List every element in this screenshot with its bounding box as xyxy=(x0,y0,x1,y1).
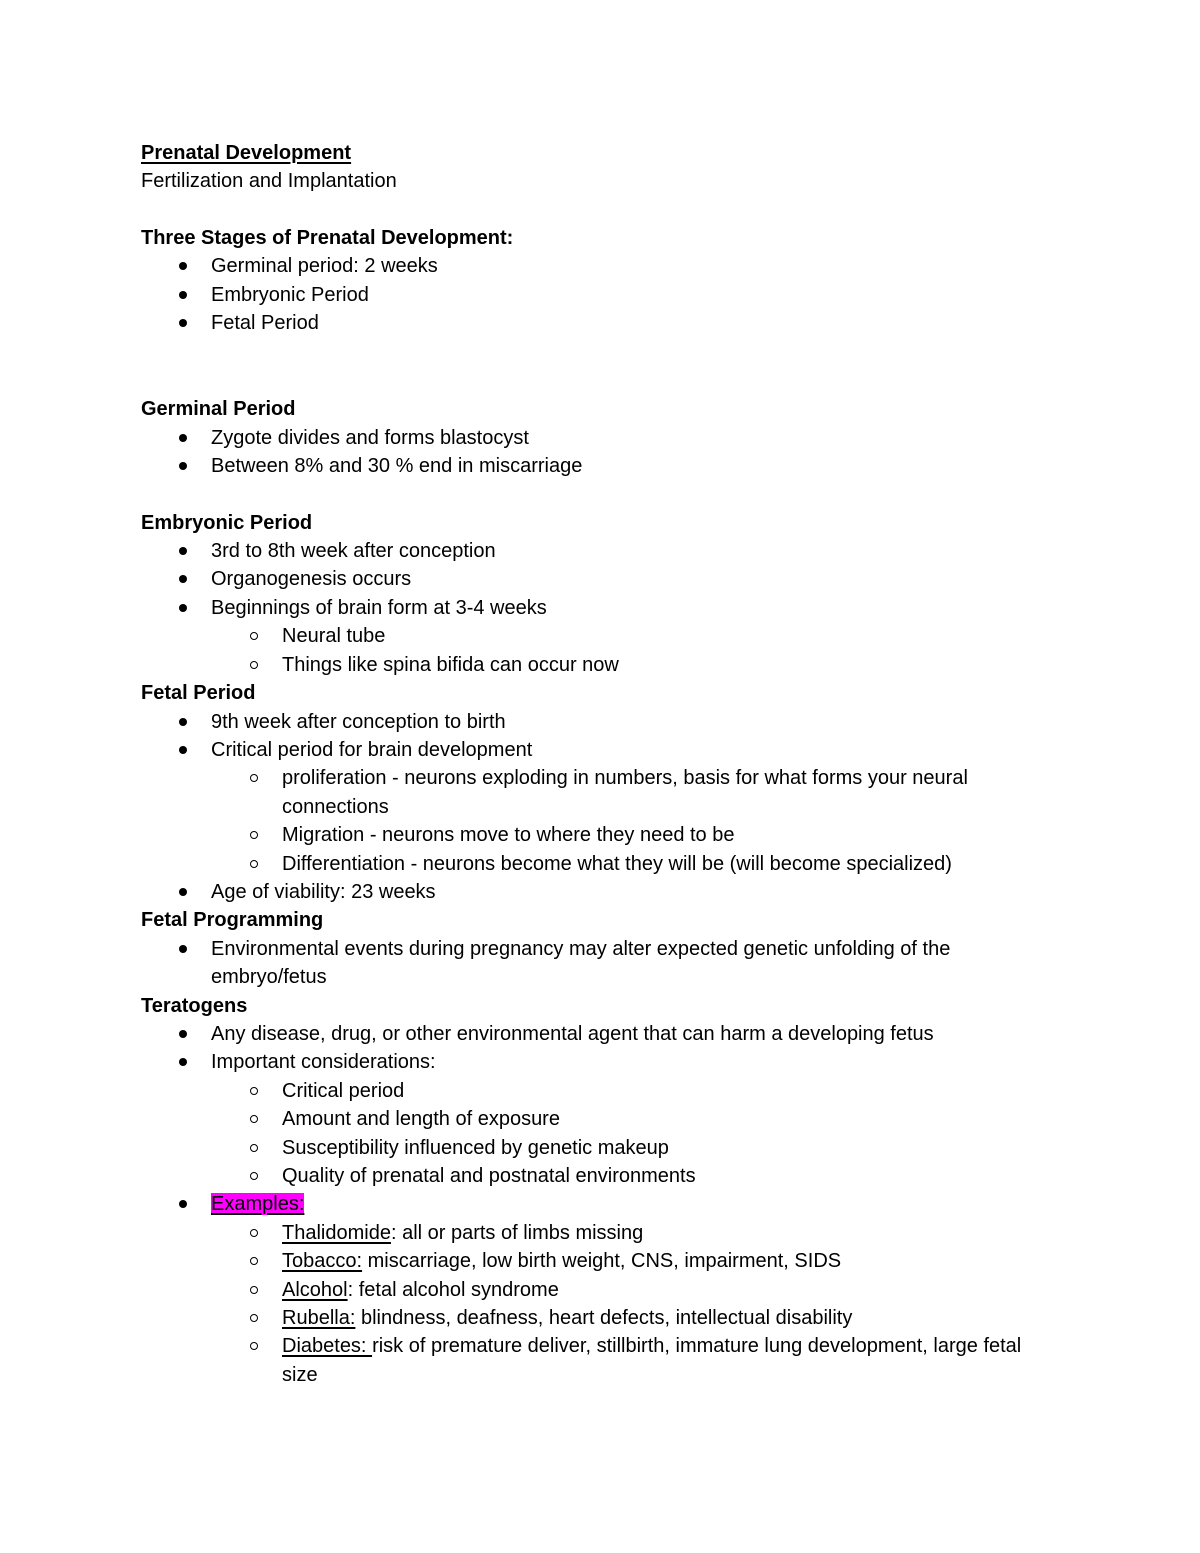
example-desc: miscarriage, low birth weight, CNS, impairment, SIDS xyxy=(362,1250,842,1273)
teratogens-list xyxy=(141,1020,1061,1389)
sub-list-item: Migration - neurons move to where they need to be xyxy=(141,821,1061,849)
list-item: Important considerations: xyxy=(141,1048,1061,1076)
fetal-heading: Fetal Period xyxy=(141,682,256,705)
sub-list-item: Amount and length of exposure xyxy=(141,1105,1061,1133)
teratogens-heading: Teratogens xyxy=(141,994,248,1017)
list-item: Fetal Period xyxy=(141,309,1061,337)
example-desc: : fetal alcohol syndrome xyxy=(347,1278,559,1301)
list-item: 3rd to 8th week after conception xyxy=(141,537,1061,565)
document-title: Prenatal Development xyxy=(141,142,352,164)
embryonic-heading: Embryonic Period xyxy=(141,511,313,534)
list-item xyxy=(141,1190,1061,1218)
example-item xyxy=(141,1247,1061,1275)
embryonic-list xyxy=(141,537,1061,679)
list-item: Embryonic Period xyxy=(141,281,1061,309)
example-term: Tobacco: xyxy=(282,1250,363,1273)
document-page xyxy=(141,139,1061,1389)
list-item: Critical period for brain development xyxy=(141,736,1061,764)
sub-list-item: Critical period xyxy=(141,1077,1061,1105)
list-item: Germinal period: 2 weeks xyxy=(141,252,1061,280)
fetal-list xyxy=(141,708,1061,907)
list-item: Age of viability: 23 weeks xyxy=(141,878,1061,906)
list-item: Environmental events during pregnancy may alter expected genetic unfolding of the embryo/fetus xyxy=(141,935,1061,992)
list-item: Beginnings of brain form at 3-4 weeks xyxy=(141,594,1061,622)
document-subtitle: Fertilization and Implantation xyxy=(141,170,397,193)
germinal-list xyxy=(141,424,1061,481)
stages-list xyxy=(141,252,1061,337)
sub-list-item: Differentiation - neurons become what they will be (will become specialized) xyxy=(141,850,1061,878)
examples-label: Examples: xyxy=(211,1193,305,1216)
list-item: Zygote divides and forms blastocyst xyxy=(141,424,1061,452)
germinal-heading: Germinal Period xyxy=(141,398,296,421)
stages-heading: Three Stages of Prenatal Development: xyxy=(141,226,514,249)
example-term: Diabetes: xyxy=(282,1335,373,1358)
example-term: Thalidomide xyxy=(282,1221,391,1244)
sub-list-item: Quality of prenatal and postnatal environments xyxy=(141,1162,1061,1190)
sub-list-item: Neural tube xyxy=(141,622,1061,650)
example-term: Rubella: xyxy=(282,1307,356,1330)
example-desc: blindness, deafness, heart defects, intellectual disability xyxy=(355,1307,853,1330)
sub-list-item: Susceptibility influenced by genetic makeup xyxy=(141,1134,1061,1162)
list-item: Any disease, drug, or other environmental agent that can harm a developing fetus xyxy=(141,1020,1061,1048)
example-term: Alcohol xyxy=(282,1278,348,1301)
list-item: Between 8% and 30 % end in miscarriage xyxy=(141,452,1061,480)
example-desc: : all or parts of limbs missing xyxy=(390,1221,644,1244)
programming-heading: Fetal Programming xyxy=(141,909,324,932)
list-item: 9th week after conception to birth xyxy=(141,708,1061,736)
example-item xyxy=(141,1276,1061,1304)
example-item xyxy=(141,1304,1061,1332)
example-item xyxy=(141,1332,1061,1389)
sub-list-item: Things like spina bifida can occur now xyxy=(141,651,1061,679)
example-desc: risk of premature deliver, stillbirth, immature lung development, large fetal size xyxy=(282,1335,1022,1386)
list-item: Organogenesis occurs xyxy=(141,565,1061,593)
programming-list xyxy=(141,935,1061,992)
sub-list-item: proliferation - neurons exploding in numbers, basis for what forms your neural connections xyxy=(141,764,1061,821)
example-item xyxy=(141,1219,1061,1247)
